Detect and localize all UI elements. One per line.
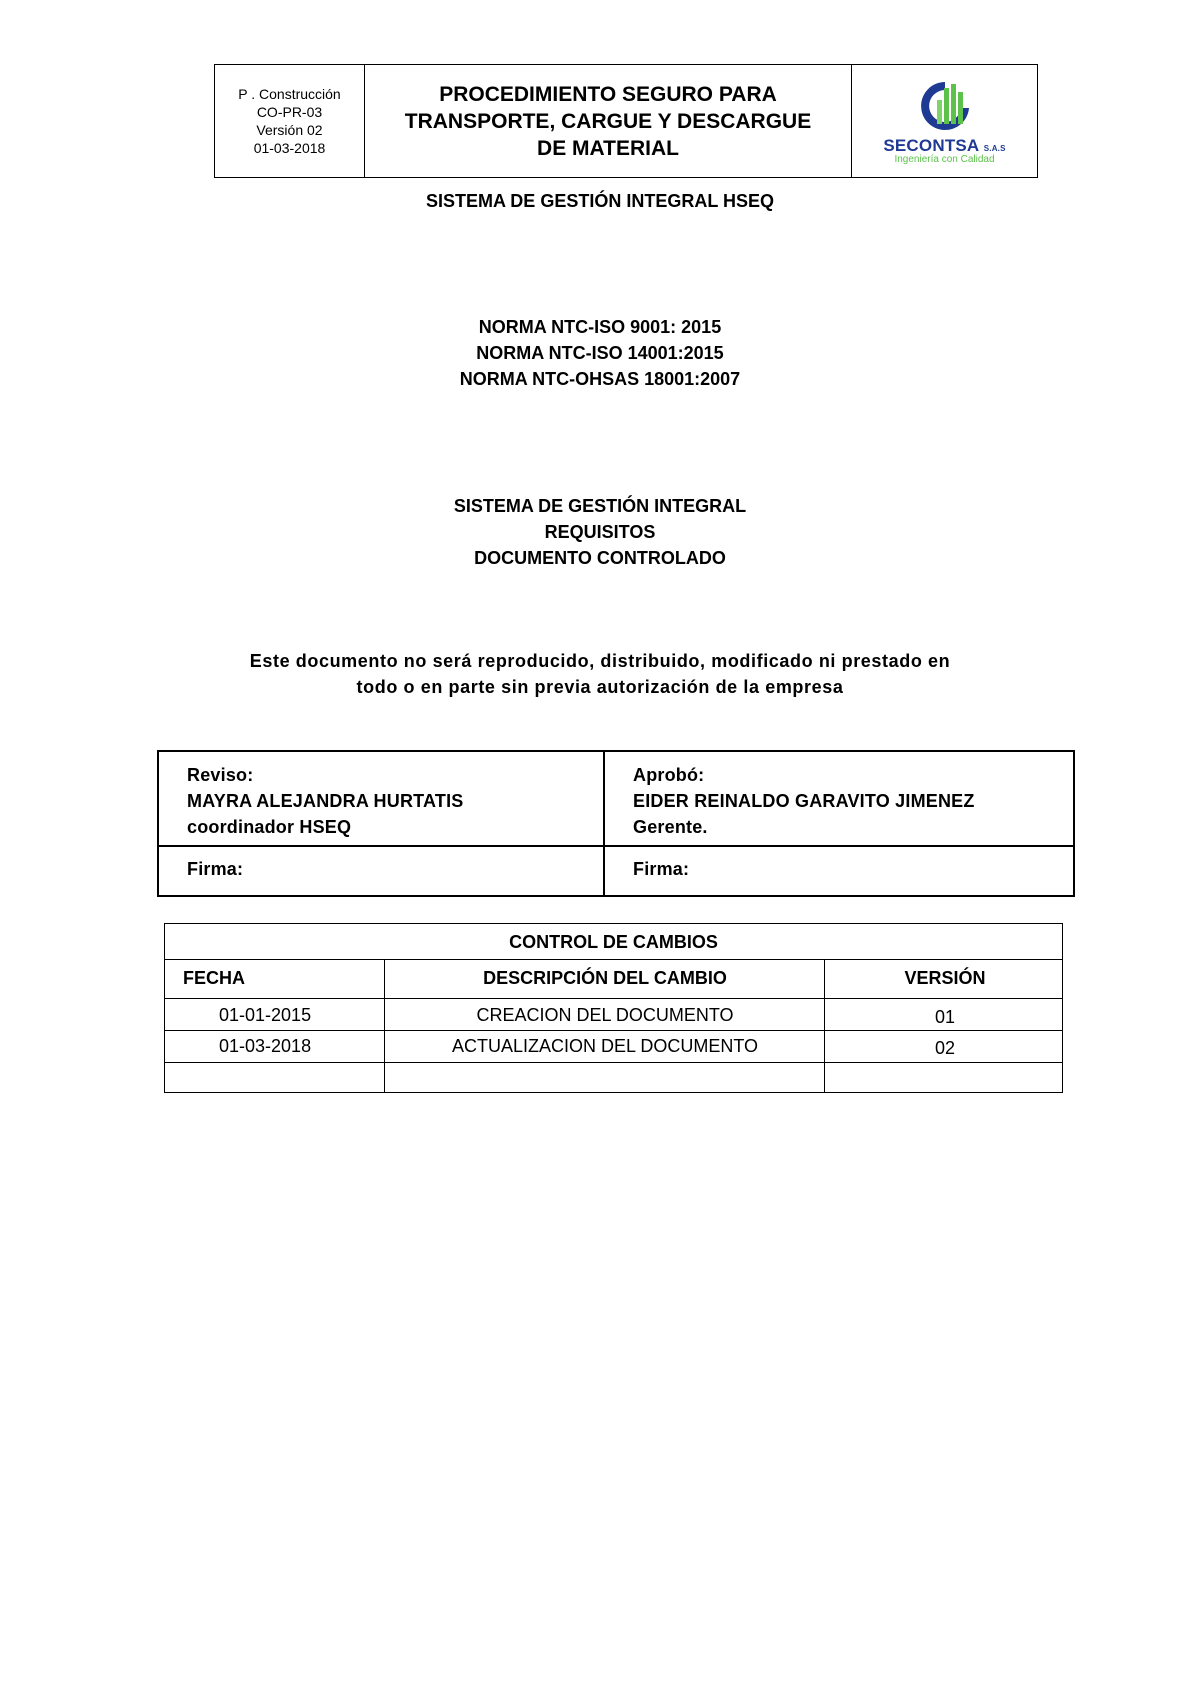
logo-name: SECONTSA — [883, 135, 979, 155]
meta-version: Versión 02 — [256, 122, 323, 138]
meta-code: CO-PR-03 — [256, 104, 323, 120]
logo-suffix: S.A.S — [983, 143, 1006, 153]
reviewed-name: MAYRA ALEJANDRA HURTATIS — [187, 791, 464, 811]
meta-area: P . Construcción — [238, 86, 341, 102]
title-line-2: TRANSPORTE, CARGUE Y DESCARGUE — [404, 109, 812, 133]
notice-line-2: todo o en parte sin previa autorización de la empresa — [356, 677, 844, 697]
requirements-line-2: REQUISITOS — [544, 522, 656, 542]
title-line-1: PROCEDIMIENTO SEGURO PARA — [439, 82, 777, 106]
norm-iso-14001: NORMA NTC-ISO 14001:2015 — [476, 343, 724, 363]
document-meta — [215, 65, 365, 177]
approved-name: EIDER REINALDO GARAVITO JIMENEZ — [633, 791, 975, 811]
approved-label: Aprobó: — [633, 765, 705, 785]
company-logo — [852, 65, 1037, 177]
signature-table — [157, 750, 1075, 897]
reviewed-role: coordinador HSEQ — [187, 817, 352, 837]
norm-ohsas-18001: NORMA NTC-OHSAS 18001:2007 — [459, 369, 741, 389]
row-2-description: ACTUALIZACION DEL DOCUMENTO — [451, 1036, 759, 1056]
row-2-date: 01-03-2018 — [219, 1036, 312, 1056]
row-1-date: 01-01-2015 — [219, 1005, 312, 1025]
reviewed-label: Reviso: — [187, 765, 254, 785]
meta-date: 01-03-2018 — [253, 140, 326, 156]
requirements-line-1: SISTEMA DE GESTIÓN INTEGRAL — [453, 496, 747, 516]
row-1-version: 01 — [934, 1007, 956, 1027]
change-control-table — [164, 923, 1063, 1093]
row-2-version: 02 — [934, 1038, 956, 1058]
norm-iso-9001: NORMA NTC-ISO 9001: 2015 — [478, 317, 722, 337]
requirements-line-3: DOCUMENTO CONTROLADO — [474, 548, 726, 568]
document-title — [365, 65, 852, 177]
approved-signature-label: Firma: — [633, 859, 690, 879]
document-header — [214, 64, 1038, 178]
reviewed-signature-label: Firma: — [187, 859, 244, 879]
logo-tagline: Ingeniería con Calidad — [894, 153, 995, 165]
system-title: SISTEMA DE GESTIÓN INTEGRAL HSEQ — [425, 191, 775, 211]
title-line-3: DE MATERIAL — [537, 136, 679, 160]
column-header-date: FECHA — [183, 968, 245, 988]
column-header-version: VERSIÓN — [904, 968, 986, 988]
notice-line-1: Este documento no será reproducido, distribuido, modificado ni prestado en — [249, 651, 951, 671]
row-1-description: CREACION DEL DOCUMENTO — [476, 1005, 734, 1025]
column-header-description: DESCRIPCIÓN DEL CAMBIO — [483, 968, 727, 988]
approved-role: Gerente. — [633, 817, 708, 837]
change-control-title: CONTROL DE CAMBIOS — [509, 932, 718, 952]
building-logo-icon — [917, 78, 973, 134]
